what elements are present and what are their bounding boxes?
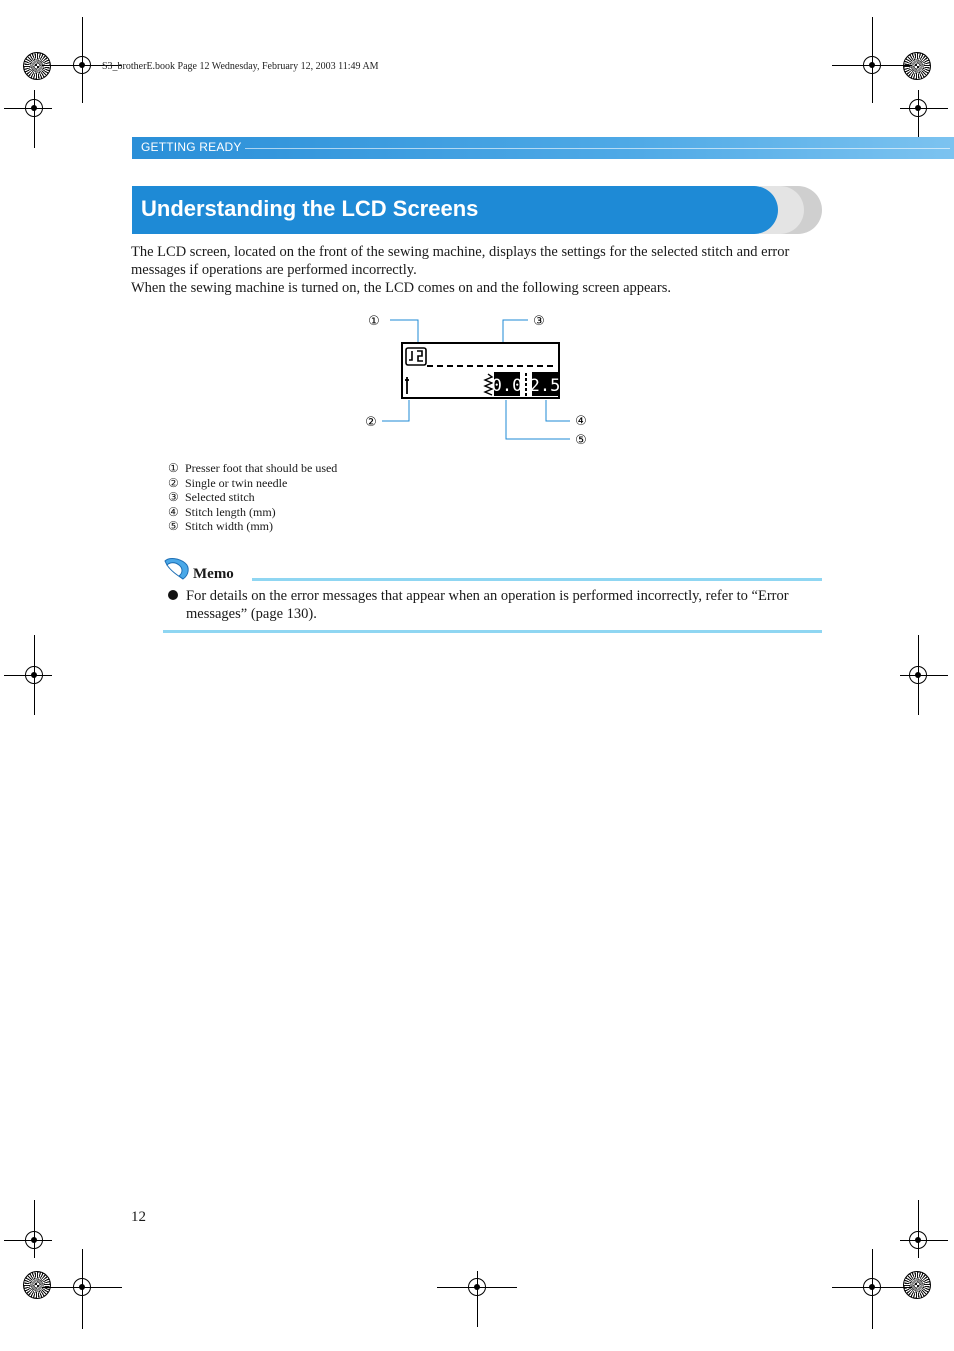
legend-item xyxy=(168,490,337,505)
legend-list xyxy=(168,461,337,534)
callout-number: ① xyxy=(368,314,380,329)
legend-number: ④ xyxy=(168,504,179,519)
stitch-width-value: 2.5 xyxy=(529,376,561,396)
memo-label: Memo xyxy=(193,566,234,582)
registration-mark-bottom-left xyxy=(23,1271,51,1299)
legend-text: Stitch width (mm) xyxy=(185,519,273,534)
intro-paragraph: The LCD screen, located on the front of the sewing machine, displays the settings for the selected stitch and error messages if operations are performed incorrectly. xyxy=(131,244,790,278)
legend-text: Stitch length (mm) xyxy=(185,504,276,519)
registration-mark-top-right xyxy=(903,52,931,80)
section-rule xyxy=(245,148,950,149)
memo-rule xyxy=(163,630,822,633)
page-title: Understanding the LCD Screens xyxy=(141,196,479,221)
bullet-icon xyxy=(168,590,178,600)
legend-item xyxy=(168,476,337,491)
page-number: 12 xyxy=(131,1209,146,1225)
legend-item xyxy=(168,505,337,520)
callout-number: ③ xyxy=(533,314,545,329)
legend-item xyxy=(168,519,337,534)
legend-number: ⑤ xyxy=(168,519,179,534)
memo-text: For details on the error messages that appear when an operation is performed incorrectly, refer to “Error messages” (page 130). xyxy=(186,588,789,622)
memo-icon xyxy=(163,557,191,583)
lcd-diagram xyxy=(360,310,600,450)
legend-number: ① xyxy=(168,461,179,475)
legend-text: Selected stitch xyxy=(185,490,255,505)
callout-number: ⑤ xyxy=(575,433,587,448)
legend-text: Single or twin needle xyxy=(185,475,288,490)
stitch-length-value: 0.0 xyxy=(491,376,523,396)
legend-text: Presser foot that should be used xyxy=(185,461,338,475)
legend-number: ② xyxy=(168,475,179,490)
file-info: S3_brotherE.book Page 12 Wednesday, February 12, 2003 11:49 AM xyxy=(102,61,379,72)
legend-item xyxy=(168,461,337,476)
callout-number: ④ xyxy=(575,414,587,429)
memo-rule xyxy=(252,578,822,581)
registration-mark-bottom-right xyxy=(903,1271,931,1299)
intro-paragraph: When the sewing machine is turned on, the LCD comes on and the following screen appears. xyxy=(131,280,671,296)
legend-number: ③ xyxy=(168,490,179,505)
registration-mark-top-left xyxy=(23,52,51,80)
intro-text xyxy=(131,243,821,297)
section-label: GETTING READY xyxy=(141,140,242,154)
callout-number: ② xyxy=(365,415,377,430)
